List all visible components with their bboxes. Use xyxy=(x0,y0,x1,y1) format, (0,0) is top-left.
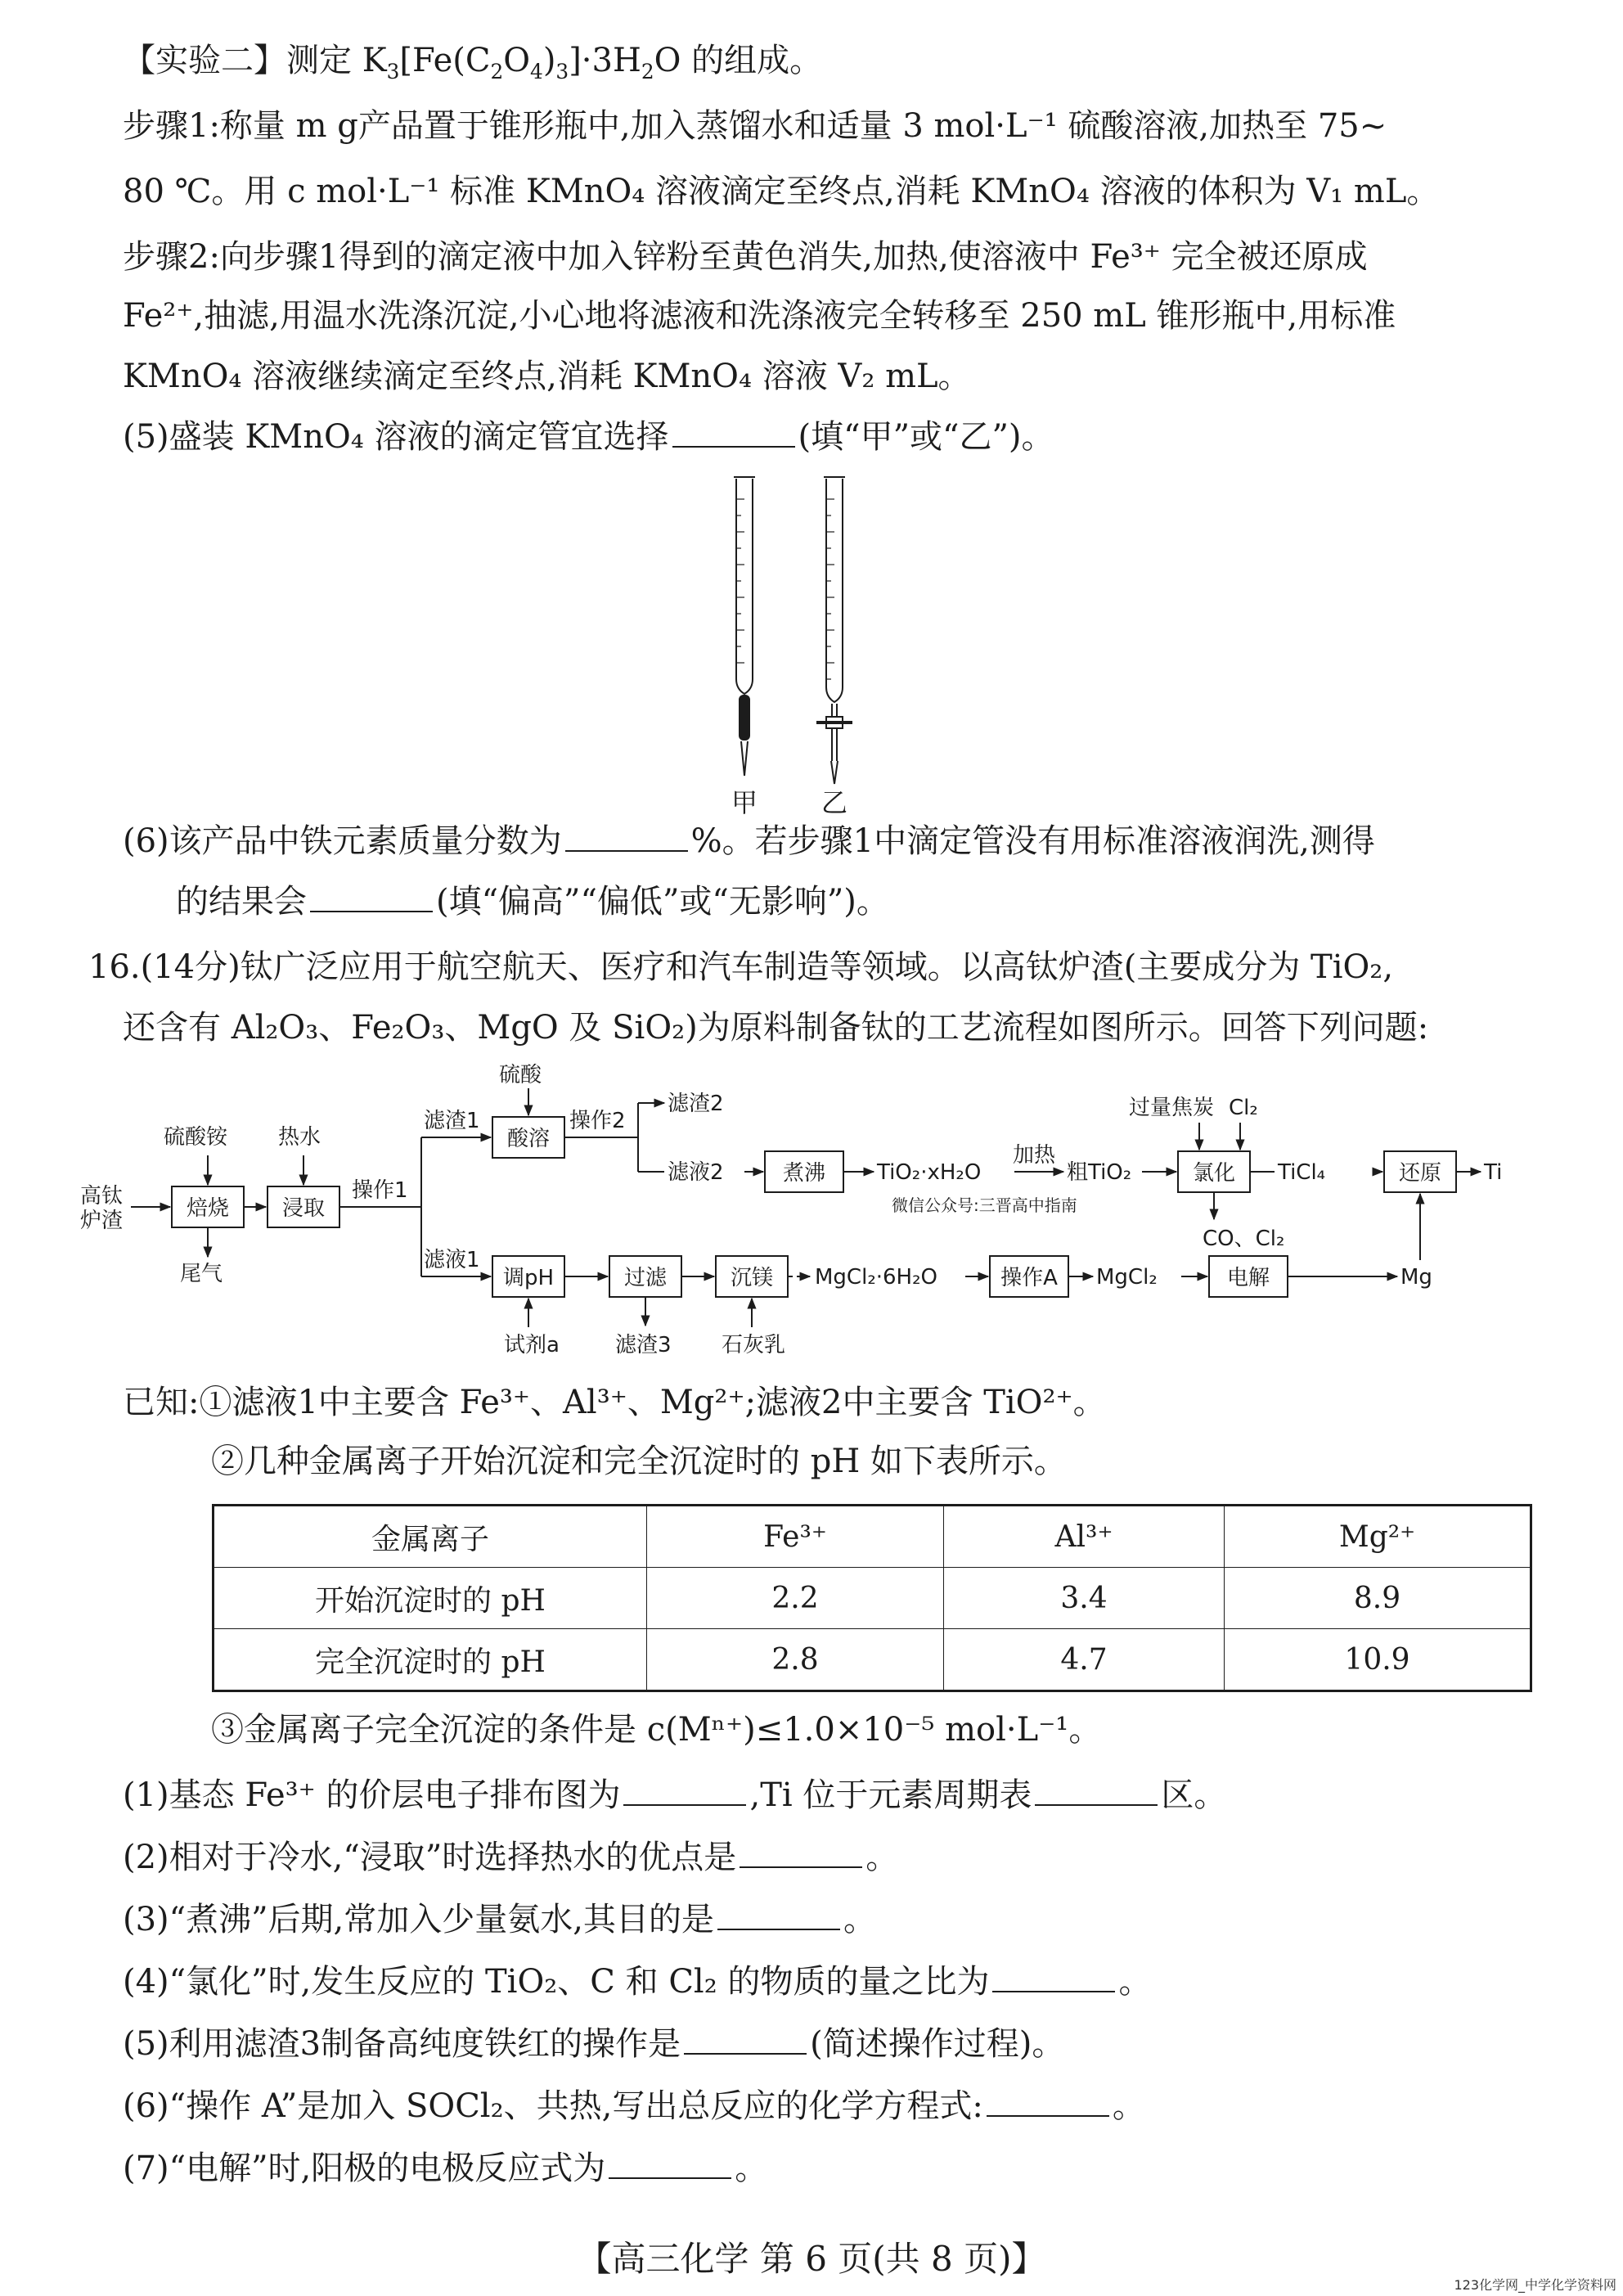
table-cell: 10.9 xyxy=(1225,1629,1531,1691)
answer-blank[interactable] xyxy=(992,1963,1115,1992)
flow-excess-coke: 过量焦炭 xyxy=(1129,1096,1215,1120)
q7-text: (7)“电解”时,阳极的电极反应式为 xyxy=(123,2150,606,2187)
table-header-cell: 金属离子 xyxy=(214,1506,647,1568)
q6b-text: (6)“操作 A”是加入 SOCl₂、共热,写出总反应的化学方程式: xyxy=(123,2087,983,2125)
q7-post: 。 xyxy=(735,2150,768,2187)
burette-figure xyxy=(704,475,949,818)
q5b-post: (简述操作过程)。 xyxy=(810,2025,1065,2063)
q6-text: (6)该产品中铁元素质量分数为 xyxy=(123,822,562,860)
question-16-line2: 还含有 Al₂O₃、Fe₂O₃、MgO 及 SiO₂)为原料制备钛的工艺流程如图所示。回答下列问题: xyxy=(123,1009,1429,1047)
flow-reduce: 还原 xyxy=(1398,1161,1442,1186)
table-header-row xyxy=(214,1506,1531,1568)
table-row xyxy=(214,1568,1531,1629)
process-flow-diagram xyxy=(74,1064,1546,1375)
q6-post: %。若步骤1中滴定管没有用标准溶液润洗,测得 xyxy=(690,822,1375,860)
known-1: 已知:①滤液1中主要含 Fe³⁺、Al³⁺、Mg²⁺;滤液2中主要含 TiO²⁺。 xyxy=(123,1384,1106,1421)
flow-mgcl2-hydrate: MgCl₂·6H₂O xyxy=(815,1265,937,1290)
table-cell: 3.4 xyxy=(944,1568,1225,1629)
answer-blank[interactable] xyxy=(672,418,795,448)
flow-ticl4: TiCl₄ xyxy=(1278,1160,1326,1185)
answer-blank[interactable] xyxy=(684,2025,807,2055)
flow-mg: Mg xyxy=(1400,1265,1432,1290)
flow-chlorinate: 氯化 xyxy=(1192,1161,1236,1186)
flow-heat: 加热 xyxy=(1013,1143,1056,1168)
flow-raw-2: 炉渣 xyxy=(80,1209,124,1233)
q6-line2-text: 的结果会 xyxy=(176,883,307,921)
q1-mid: ,Ti 位于元素周期表 xyxy=(749,1776,1032,1814)
table-header-cell: Al³⁺ xyxy=(944,1506,1225,1568)
flow-op2: 操作2 xyxy=(569,1109,626,1133)
table-cell: 完全沉淀时的 pH xyxy=(214,1629,647,1691)
burette-b-scale xyxy=(827,499,834,679)
flow-op1: 操作1 xyxy=(352,1178,408,1203)
flow-co-cl2: CO、Cl₂ xyxy=(1203,1227,1285,1251)
flow-residue1: 滤渣1 xyxy=(424,1109,480,1133)
table-header-cell: Mg²⁺ xyxy=(1225,1506,1531,1568)
page-footer: 【高三化学 第 6 页(共 8 页)】 xyxy=(577,2239,1046,2279)
flow-filtrate1: 滤液1 xyxy=(424,1248,480,1272)
flow-crude-tio2: 粗TiO₂ xyxy=(1067,1160,1132,1185)
burette-a xyxy=(734,477,755,776)
flow-ti: Ti xyxy=(1484,1160,1503,1185)
question-5 xyxy=(123,2024,1064,2064)
flow-residue3: 滤渣3 xyxy=(615,1333,672,1357)
step2-line2: Fe²⁺,抽滤,用温水洗涤沉淀,小心地将滤液和洗涤液完全转移至 250 mL 锥形瓶中,用标准 xyxy=(123,297,1396,335)
flow-boil: 煮沸 xyxy=(782,1161,826,1186)
answer-blank[interactable] xyxy=(1035,1776,1158,1806)
question-6-line2 xyxy=(176,882,889,921)
flow-ammonium-sulfate: 硫酸铵 xyxy=(164,1125,228,1150)
flow-tail-gas: 尾气 xyxy=(180,1262,223,1286)
flow-filter: 过滤 xyxy=(623,1266,668,1290)
flow-hot-water: 热水 xyxy=(278,1125,321,1150)
question-5-burette xyxy=(123,417,1054,457)
table-header-cell: Fe³⁺ xyxy=(647,1506,944,1568)
step1-line1: 步骤1:称量 m g产品置于锥形瓶中,加入蒸馏水和适量 3 mol·L⁻¹ 硫酸溶液,加热至 75~ xyxy=(123,107,1387,145)
flow-precip-mg: 沉镁 xyxy=(730,1266,774,1290)
known-2: ②几种金属离子开始沉淀和完全沉淀时的 pH 如下表所示。 xyxy=(211,1443,1067,1480)
flow-tio2-hydrate: TiO₂·xH₂O xyxy=(877,1160,982,1185)
formula-part: [Fe(C xyxy=(399,42,491,79)
q5-post: (填“甲”或“乙”)。 xyxy=(798,418,1054,456)
answer-blank[interactable] xyxy=(987,2087,1109,2117)
burette-label-a: 甲 xyxy=(731,787,758,818)
ion-ph-table xyxy=(212,1504,1532,1692)
flow-electrolysis: 电解 xyxy=(1226,1266,1270,1290)
q2-text: (2)相对于冷水,“浸取”时选择热水的优点是 xyxy=(123,1839,737,1876)
heading-tail: 的组成。 xyxy=(691,42,823,79)
heading-text: 【实验二】测定 K xyxy=(123,42,387,79)
question-3 xyxy=(123,1900,876,1939)
table-cell: 2.8 xyxy=(647,1629,944,1691)
q1-text: (1)基态 Fe³⁺ 的价层电子排布图为 xyxy=(123,1776,621,1814)
flow-acid-dissolve: 酸溶 xyxy=(506,1127,551,1151)
table-cell: 4.7 xyxy=(944,1629,1225,1691)
table-cell: 2.2 xyxy=(647,1568,944,1629)
question-16-line1: 16.(14分)钛广泛应用于航空航天、医疗和汽车制造等领域。以高钛炉渣(主要成分为 TiO₂, xyxy=(88,948,1394,986)
flow-cl2: Cl₂ xyxy=(1229,1096,1258,1120)
flow-leach: 浸取 xyxy=(281,1196,326,1221)
table-cell: 开始沉淀时的 pH xyxy=(214,1568,647,1629)
q3-post: 。 xyxy=(843,1901,876,1938)
flow-raw-1: 高钛 xyxy=(80,1184,124,1209)
table-cell: 8.9 xyxy=(1225,1568,1531,1629)
flow-adjust-ph: 调pH xyxy=(502,1266,555,1290)
answer-blank[interactable] xyxy=(717,1901,840,1930)
flow-reagent-a: 试剂a xyxy=(504,1333,560,1357)
flow-roast: 焙烧 xyxy=(186,1196,230,1221)
watermark-text: 123化学网_中学化学资料网 xyxy=(1454,2277,1616,2293)
q5-text: (5)盛装 KMnO₄ 溶液的滴定管宜选择 xyxy=(123,418,669,456)
flow-residue2: 滤渣2 xyxy=(668,1092,724,1116)
table-row xyxy=(214,1629,1531,1691)
answer-blank[interactable] xyxy=(310,883,433,912)
flow-mgcl2: MgCl₂ xyxy=(1096,1265,1158,1290)
answer-blank[interactable] xyxy=(565,822,688,852)
experiment-heading: 【实验二】测定 $K_3[Fe(C_2O_4)_3]\cdot 3H_2O$ 的组成。 xyxy=(123,42,823,83)
question-4 xyxy=(123,1962,1151,2001)
burette-a-scale xyxy=(737,499,744,663)
answer-blank[interactable] xyxy=(740,1839,862,1868)
q6b-post: 。 xyxy=(1112,2087,1145,2125)
q4-text: (4)“氯化”时,发生反应的 TiO₂、C 和 Cl₂ 的物质的量之比为 xyxy=(123,1963,990,2001)
q2-post: 。 xyxy=(865,1839,899,1876)
question-6-iron xyxy=(123,822,1375,861)
flow-sulfuric-acid: 硫酸 xyxy=(499,1064,542,1087)
known-3: ③金属离子完全沉淀的条件是 c(Mⁿ⁺)≤1.0×10⁻⁵ mol·L⁻¹。 xyxy=(211,1711,1102,1749)
q1-post: 区。 xyxy=(1161,1776,1227,1814)
flow-op-a: 操作A xyxy=(1000,1266,1058,1290)
flow-lime-milk: 石灰乳 xyxy=(722,1333,786,1357)
q3-text: (3)“煮沸”后期,常加入少量氨水,其目的是 xyxy=(123,1901,714,1938)
question-2 xyxy=(123,1838,898,1877)
answer-blank[interactable] xyxy=(623,1776,746,1806)
flow-filtrate2: 滤液2 xyxy=(668,1160,724,1185)
burette-label-b: 乙 xyxy=(820,787,848,818)
q4-post: 。 xyxy=(1118,1963,1152,2001)
answer-blank[interactable] xyxy=(609,2150,731,2179)
step1-line2: 80 ℃。用 c mol·L⁻¹ 标准 KMnO₄ 溶液滴定至终点,消耗 KMnO₄ 溶液的体积为 V₁ mL。 xyxy=(123,173,1440,210)
question-1 xyxy=(123,1776,1226,1815)
step2-line3: KMnO₄ 溶液继续滴定至终点,消耗 KMnO₄ 溶液 V₂ mL。 xyxy=(123,358,971,395)
question-7 xyxy=(123,2149,767,2188)
q6-line2-post: (填“偏高”“偏低”或“无影响”)。 xyxy=(436,883,889,921)
flow-wechat-note: 微信公众号:三晋高中指南 xyxy=(892,1195,1077,1215)
step2-line1: 步骤2:向步骤1得到的滴定液中加入锌粉至黄色消失,加热,使溶液中 Fe³⁺ 完全被还原成 xyxy=(123,238,1368,276)
q5b-text: (5)利用滤渣3制备高纯度铁红的操作是 xyxy=(123,2025,681,2063)
question-6 xyxy=(123,2087,1145,2126)
